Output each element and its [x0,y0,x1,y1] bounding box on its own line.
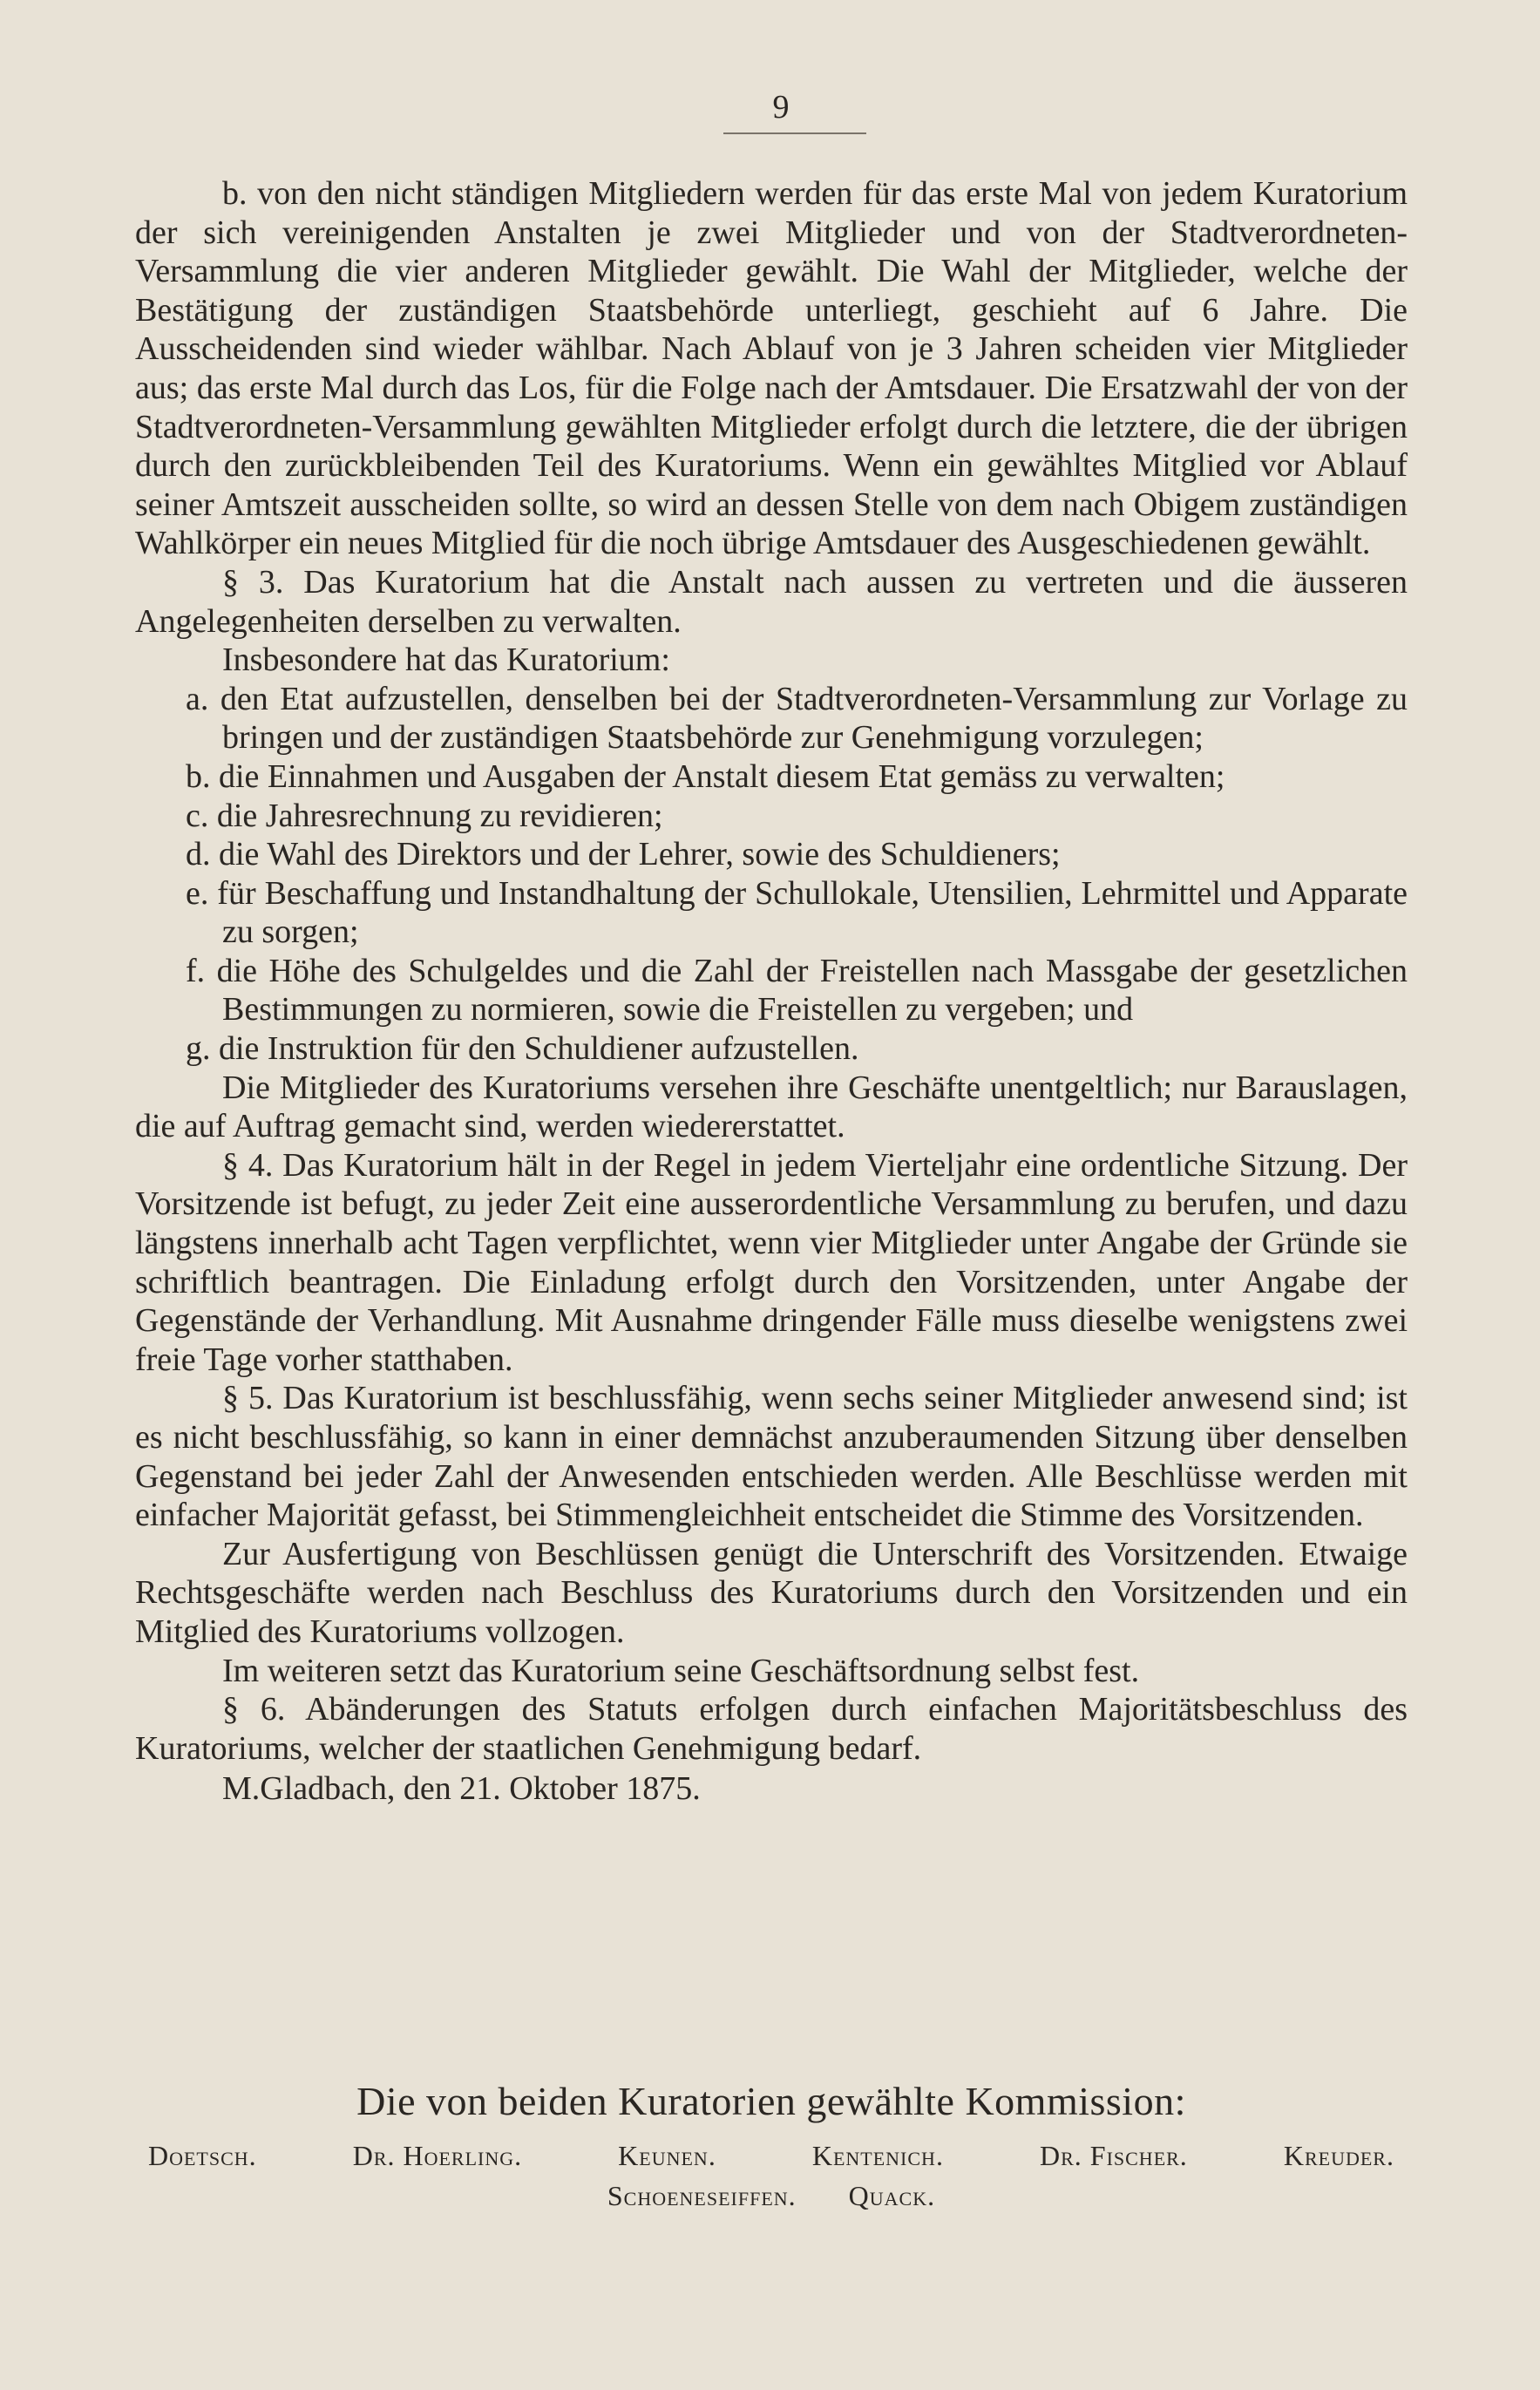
list-item: f. die Höhe des Schulgeldes und die Zahl der Freistellen nach Massgabe der gesetzlichen Bestimmungen zu normieren, sowie die Freistellen zu vergeben; und [186,952,1408,1029]
signatory-name: Schoeneseiffen. [607,2180,797,2211]
paragraph-section-4: § 4. Das Kuratorium hält in der Regel in jedem Vierteljahr eine ordentliche Sitzung. Der Vorsitzende ist befugt, zu jeder Zeit eine ausserordentliche Versammlung zu berufen, und dazu längstens innerhalb acht Tagen verpflichtet, wenn vier Mitglieder unter Angabe der Gründe sie schriftlich beantragen. Die Einladung erfolgt durch den Vorsitzenden, unter Angabe der Gegenstände der Verhandlung. Mit Ausnahme dringender Fälle muss dieselbe wenigstens zwei freie Tage vorher statthaben. [135,1146,1408,1378]
list-item: a. den Etat aufzustellen, denselben bei der Stadtverordneten-Versammlung zur Vorlage zu bringen und der zuständigen Staatsbehörde zur Genehmigung vorzulegen; [186,680,1408,757]
signatories [148,2135,1394,2216]
signatory-name: Quack. [848,2180,936,2211]
list-item: c. die Jahresrechnung zu revidieren; [186,797,663,834]
paragraph-section-6: § 6. Abänderungen des Statuts erfolgen durch einfachen Majoritätsbeschluss des Kuratoriums, welcher der staatlichen Genehmigung bedarf. [135,1691,1408,1767]
paragraph-ausfertigung: Zur Ausfertigung von Beschlüssen genügt die Unterschrift des Vorsitzenden. Etwaige Rechtsgeschäfte werden nach Beschluss des Kuratoriums durch den Vorsitzenden und ein Mitglied des Kuratoriums vollzogen. [135,1535,1408,1650]
page-number-rule [723,132,866,134]
signatory-name: Keunen. [618,2140,716,2171]
list-item: g. die Instruktion für den Schuldiener aufzustellen. [186,1030,859,1068]
signatory-name: Kreuder. [1283,2140,1394,2171]
signatory-row [148,2176,1394,2216]
signatory-name: Doetsch. [148,2140,257,2171]
paragraph-insbesondere: Insbesondere hat das Kuratorium: [222,642,670,679]
body-text [135,174,1408,1809]
list-item: d. die Wahl des Direktors und der Lehrer, sowie des Schuldieners; [186,836,1061,873]
commission-heading: Die von beiden Kuratorien gewählte Kommission: [356,2079,1186,2123]
paragraph-mitglieder: Die Mitglieder des Kuratoriums versehen ihre Geschäfte unentgeltlich; nur Barauslagen, die auf Auftrag gemacht sind, werden wiedererstattet. [135,1069,1408,1145]
list-item: e. für Beschaffung und Instandhaltung der Schullokale, Utensilien, Lehrmittel und Apparate zu sorgen; [186,874,1408,951]
paragraph-weiteren: Im weiteren setzt das Kuratorium seine Geschäftsordnung selbst fest. [222,1652,1140,1689]
signatory-row [148,2135,1394,2176]
page-number: 9 [772,89,790,126]
list-item: b. die Einnahmen und Ausgaben der Anstalt diesem Etat gemäss zu verwalten; [186,757,1225,795]
paragraph-section-3: § 3. Das Kuratorium hat die Anstalt nach aussen zu vertreten und die äusseren Angelegenheiten derselben zu verwalten. [135,563,1408,640]
signatory-name: Dr. Fischer. [1039,2140,1188,2171]
signatory-name: Dr. Hoerling. [352,2140,523,2171]
paragraph-section-5: § 5. Das Kuratorium ist beschlussfähig, wenn sechs seiner Mitglieder anwesend sind; ist es nicht beschlussfähig, so kann in einer demnächst anzuberaumenden Sitzung über denselben Gegenstand bei jeder Zahl der Anwesenden entschieden werden. Alle Beschlüsse werden mit einfacher Majorität gefasst, bei Stimmengleichheit entscheidet die Stimme des Vorsitzenden. [135,1380,1408,1534]
signatory-name: Kentenich. [811,2140,944,2171]
paragraph-b: b. von den nicht ständigen Mitgliedern werden für das erste Mal von jedem Kuratorium der sich vereinigenden Anstalten je zwei Mitglieder und von der Stadtverordneten-Versammlung die vier anderen Mitglieder gewählt. Die Wahl der Mitglieder, welche der Bestätigung der zuständigen Staatsbehörde unterliegt, geschieht auf 6 Jahre. Die Ausscheidenden sind wieder wählbar. Nach Ablauf von je 3 Jahren scheiden vier Mitglieder aus; das erste Mal durch das Los, für die Folge nach der Amtsdauer. Die Ersatzwahl der von der Stadtverordneten-Versammlung gewählten Mitglieder erfolgt durch die letztere, die der übrigen durch den zurückbleibenden Teil des Kuratoriums. Wenn ein gewähltes Mitglied vor Ablauf seiner Amtszeit ausscheiden sollte, so wird an dessen Stelle von dem nach Obigem zuständigen Wahlkörper ein neues Mitglied für die noch übrige Amtsdauer des Ausgeschiedenen gewählt. [135,175,1408,562]
date-line: M.Gladbach, den 21. Oktober 1875. [222,1770,701,1808]
